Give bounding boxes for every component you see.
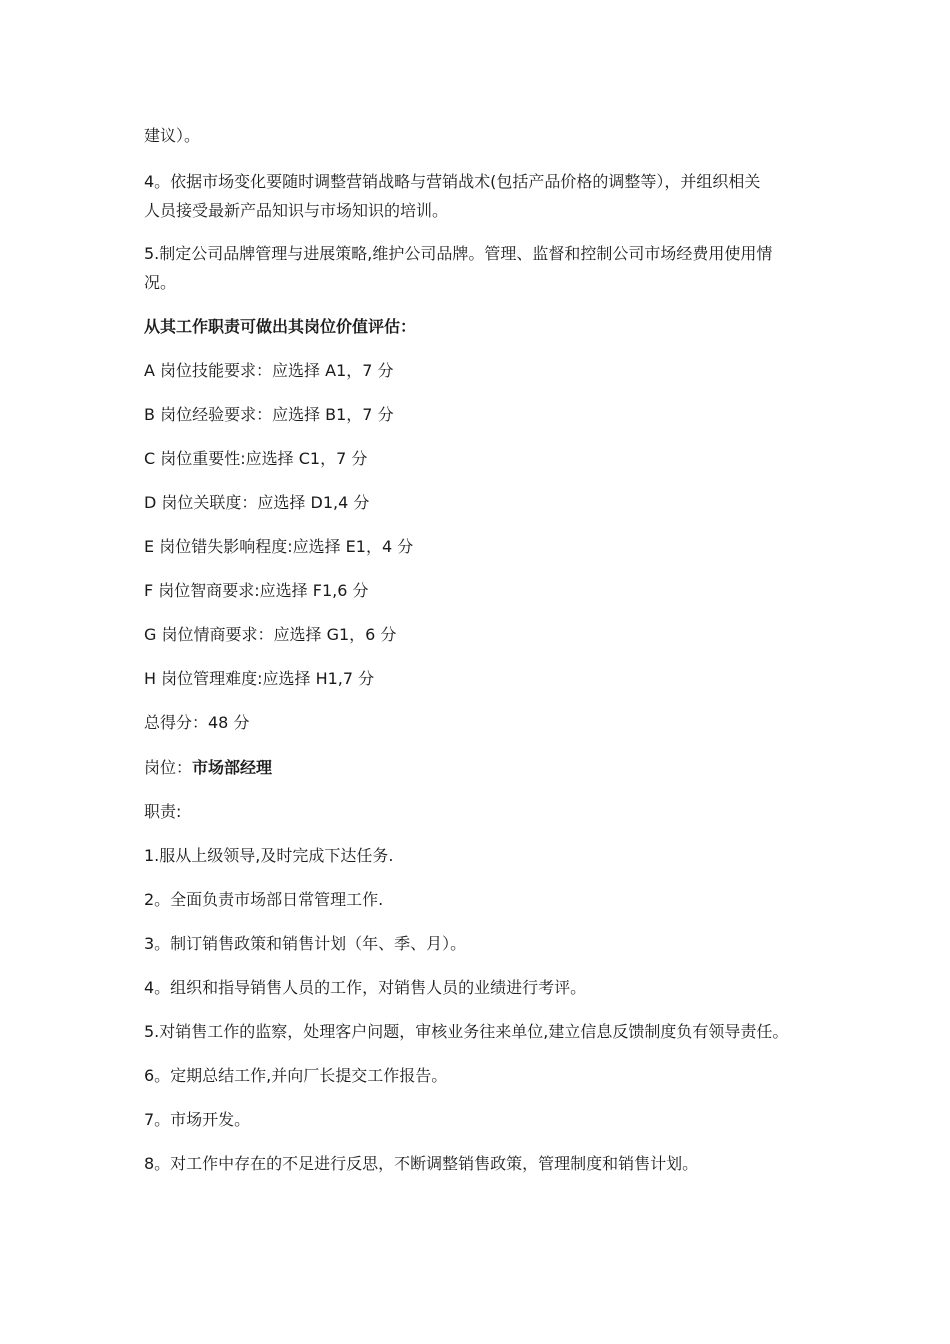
duty-item: 1.服从上级领导,及时完成下达任务. xyxy=(144,846,394,865)
total-score: 总得分：48 分 xyxy=(144,713,250,732)
text-line: 5.制定公司品牌管理与进展策略,维护公司品牌。管理、监督和控制公司市场经费用使用情 xyxy=(144,244,773,263)
duty-item: 3。制订销售政策和销售计划（年、季、月）。 xyxy=(144,934,467,953)
duty-item: 8。对工作中存在的不足进行反思，不断调整销售政策，管理制度和销售计划。 xyxy=(144,1154,699,1173)
evaluation-item: C 岗位重要性:应选择 C1，7 分 xyxy=(144,449,368,468)
duty-item: 4。组织和指导销售人员的工作，对销售人员的业绩进行考评。 xyxy=(144,978,587,997)
duty-item: 7。市场开发。 xyxy=(144,1110,251,1129)
evaluation-item: H 岗位管理难度:应选择 H1,7 分 xyxy=(144,669,375,688)
text-line: 人员接受最新产品知识与市场知识的培训。 xyxy=(144,201,449,220)
evaluation-item: G 岗位情商要求：应选择 G1，6 分 xyxy=(144,625,397,644)
evaluation-item: F 岗位智商要求:应选择 F1,6 分 xyxy=(144,581,369,600)
position-value: 市场部经理 xyxy=(192,758,273,777)
evaluation-item: B 岗位经验要求：应选择 B1，7 分 xyxy=(144,405,394,424)
section-heading: 从其工作职责可做出其岗位价值评估： xyxy=(144,317,417,336)
evaluation-item: E 岗位错失影响程度:应选择 E1，4 分 xyxy=(144,537,414,556)
position-line xyxy=(144,758,816,778)
text-line: 建议）。 xyxy=(144,126,201,145)
position-label: 岗位： xyxy=(144,758,193,777)
duty-item: 2。全面负责市场部日常管理工作. xyxy=(144,890,384,909)
text-line: 4。依据市场变化要随时调整营销战略与营销战术(包括产品价格的调整等），并组织相关 xyxy=(144,172,761,191)
text-line: 况。 xyxy=(144,273,177,292)
duties-heading: 职责: xyxy=(144,802,182,821)
evaluation-item: D 岗位关联度：应选择 D1,4 分 xyxy=(144,493,370,512)
duty-item: 6。定期总结工作,并向厂长提交工作报告。 xyxy=(144,1066,448,1085)
duty-item: 5.对销售工作的监察，处理客户问题，审核业务往来单位,建立信息反馈制度负有领导责任。 xyxy=(144,1022,789,1041)
evaluation-item: A 岗位技能要求：应选择 A1，7 分 xyxy=(144,361,394,380)
